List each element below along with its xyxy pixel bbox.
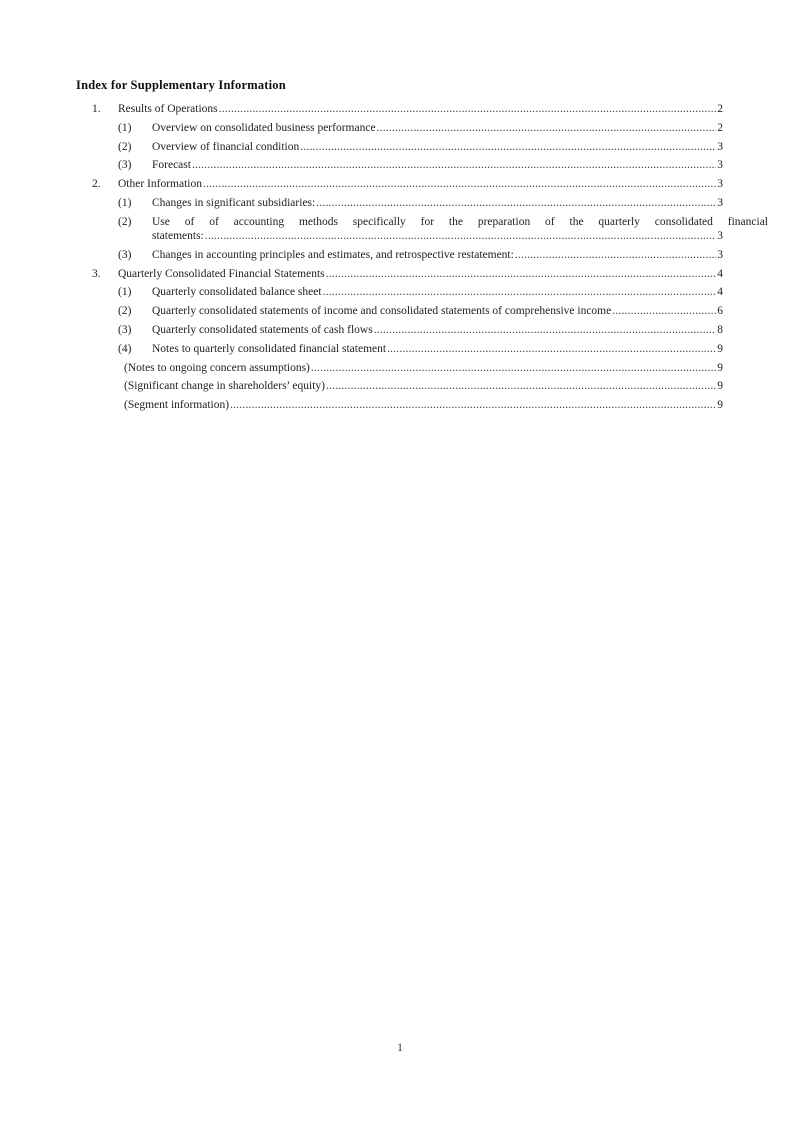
toc-entry-number: 2. bbox=[92, 178, 101, 191]
toc-entry-number: (1) bbox=[118, 121, 132, 134]
toc-entry-number: (3) bbox=[118, 323, 132, 336]
dot-leader bbox=[374, 323, 717, 337]
toc-entry-page: 9 bbox=[717, 399, 723, 412]
toc-entry[interactable] bbox=[0, 340, 800, 359]
dot-leader bbox=[316, 196, 716, 210]
toc-entry-number: (2) bbox=[118, 305, 132, 318]
dot-leader bbox=[311, 361, 716, 375]
toc-entry-number: (2) bbox=[118, 215, 132, 228]
dot-leader bbox=[377, 121, 717, 135]
toc-entry-number: (1) bbox=[118, 286, 132, 299]
toc-entry[interactable] bbox=[0, 175, 800, 194]
dot-leader bbox=[326, 267, 717, 281]
toc-entry-title: (Notes to ongoing concern assumptions) bbox=[124, 361, 310, 374]
page-title: Index for Supplementary Information bbox=[76, 78, 286, 92]
toc-entry-page: 3 bbox=[717, 140, 723, 153]
toc-entry-number: (4) bbox=[118, 342, 132, 355]
toc-entry[interactable] bbox=[0, 119, 800, 138]
toc-entry-title: (Segment information) bbox=[124, 399, 230, 412]
toc-entry-title: statements: bbox=[152, 229, 204, 242]
toc-entry-title: Quarterly consolidated statements of cash flows bbox=[152, 323, 373, 336]
dot-leader bbox=[300, 140, 716, 154]
toc-entry-page: 3 bbox=[717, 248, 723, 261]
toc-entry-title: Results of Operations bbox=[118, 103, 218, 115]
toc-entry-title: Overview of financial condition bbox=[152, 140, 300, 153]
toc-entry-page: 2 bbox=[717, 121, 723, 134]
toc-entry-page: 8 bbox=[717, 323, 723, 336]
toc-entry-title: Quarterly consolidated balance sheet bbox=[152, 286, 322, 299]
toc-entry-page: 4 bbox=[717, 267, 723, 280]
dot-leader bbox=[387, 342, 716, 356]
toc-entry-page: 2 bbox=[717, 103, 723, 115]
toc-entry[interactable] bbox=[0, 265, 800, 284]
toc-entry-title: Changes in accounting principles and estimates, and retrospective restatement: bbox=[152, 248, 514, 261]
toc-entry-title: Other Information bbox=[118, 178, 202, 191]
dot-leader bbox=[612, 304, 716, 318]
toc-entry[interactable] bbox=[0, 194, 800, 213]
toc-entry[interactable] bbox=[0, 359, 800, 378]
toc-entry-number: 1. bbox=[92, 103, 101, 115]
toc-entry[interactable] bbox=[0, 377, 800, 396]
toc-entry-page: 9 bbox=[717, 380, 723, 393]
toc-entry[interactable] bbox=[0, 396, 800, 415]
toc-entry[interactable] bbox=[0, 156, 800, 175]
dot-leader bbox=[203, 177, 716, 191]
toc-entry-number: (1) bbox=[118, 196, 132, 209]
dot-leader bbox=[515, 248, 716, 262]
toc-entry-page: 3 bbox=[717, 178, 723, 191]
toc-entry-number: (3) bbox=[118, 248, 132, 261]
dot-leader bbox=[230, 398, 716, 412]
toc-entry[interactable] bbox=[0, 321, 800, 340]
toc-entry-title: Notes to quarterly consolidated financial statement bbox=[152, 342, 387, 355]
toc-entry-number: (2) bbox=[118, 140, 132, 153]
toc-entry-page: 3 bbox=[717, 159, 723, 172]
toc-entry-number: (3) bbox=[118, 159, 132, 172]
toc-entry[interactable] bbox=[0, 100, 800, 119]
toc-entry-page: 3 bbox=[717, 229, 723, 242]
toc-entry-title: Overview on consolidated business performance bbox=[152, 121, 376, 134]
toc-entry[interactable] bbox=[0, 246, 800, 265]
dot-leader bbox=[205, 229, 717, 243]
toc-entry-title-line1: Use of of accounting methods specifically for the preparation of the quarterly consolidated financial bbox=[152, 215, 768, 228]
toc-entry-number: 3. bbox=[92, 267, 101, 280]
toc-entry-page: 9 bbox=[717, 342, 723, 355]
table-of-contents bbox=[0, 100, 800, 415]
toc-entry[interactable] bbox=[0, 213, 800, 246]
page-number: 1 bbox=[397, 1042, 403, 1054]
dot-leader bbox=[326, 379, 716, 393]
toc-entry[interactable] bbox=[0, 283, 800, 302]
toc-entry-page: 4 bbox=[717, 286, 723, 299]
toc-entry-page: 6 bbox=[717, 305, 723, 318]
dot-leader bbox=[323, 285, 717, 299]
toc-entry-title: (Significant change in shareholders’ equity) bbox=[124, 380, 325, 393]
toc-entry[interactable] bbox=[0, 138, 800, 157]
toc-entry-title: Quarterly Consolidated Financial Statements bbox=[118, 267, 325, 280]
toc-entry-page: 9 bbox=[717, 361, 723, 374]
dot-leader bbox=[192, 158, 716, 172]
toc-entry-title: Quarterly consolidated statements of income and consolidated statements of comprehensive income bbox=[152, 305, 612, 318]
dot-leader bbox=[219, 102, 717, 116]
toc-entry-title: Forecast bbox=[152, 159, 191, 172]
toc-entry-page: 3 bbox=[717, 196, 723, 209]
toc-entry[interactable] bbox=[0, 302, 800, 321]
toc-entry-title: Changes in significant subsidiaries: bbox=[152, 196, 316, 209]
